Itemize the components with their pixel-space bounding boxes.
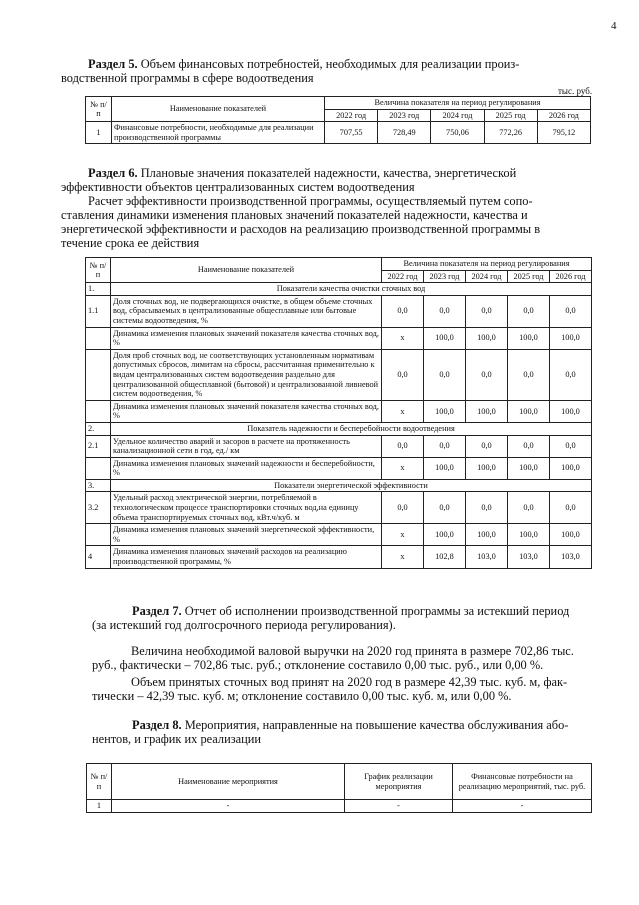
unit-label: тыс. руб. xyxy=(558,86,593,96)
value-cell: 0,0 xyxy=(550,435,592,457)
financial-cell: - xyxy=(453,800,592,813)
header-financial: Финансовые потребности на реализацию мероприятий, тыс. руб. xyxy=(453,764,592,800)
value-cell: 100,0 xyxy=(466,327,508,349)
measure-cell: - xyxy=(112,800,345,813)
measures-table xyxy=(86,763,592,813)
year-cell: 2024 год xyxy=(431,109,484,122)
value-cell: 100,0 xyxy=(508,327,550,349)
value-cell: 103,0 xyxy=(550,546,592,568)
value-cell: 100,0 xyxy=(424,524,466,546)
value-cell: 100,0 xyxy=(424,327,466,349)
section-8-title-line2: нентов, и график их реализации xyxy=(92,732,262,746)
value-cell: 0,0 xyxy=(508,435,550,457)
row-name: Динамика изменения плановых значений энергетической эффективности, % xyxy=(111,524,382,546)
row-name: Динамика изменения плановых значений показателя качества сточных вод, % xyxy=(111,400,382,422)
value-cell: 0,0 xyxy=(382,492,424,524)
header-num: № п/п xyxy=(86,258,111,283)
section-num: 3. xyxy=(86,479,111,492)
value-cell: 0,0 xyxy=(550,492,592,524)
value-cell: 100,0 xyxy=(508,457,550,479)
row-num xyxy=(86,524,111,546)
section-6-paragraph-line1: Расчет эффективности производственной программы, осуществляемый путем сопо- xyxy=(88,194,533,208)
value-cell: 100,0 xyxy=(550,457,592,479)
value-cell: 100,0 xyxy=(550,327,592,349)
volume-line1: Объем принятых сточных вод принят на 2020 год в размере 42,39 тыс. куб. м, фак- xyxy=(131,675,568,689)
value-cell: х xyxy=(382,546,424,568)
section-8-label: Раздел 8. xyxy=(132,718,182,732)
value-cell: 0,0 xyxy=(508,349,550,400)
financial-needs-table xyxy=(85,96,591,144)
value-cell: х xyxy=(382,524,424,546)
year-cell: 2026 год xyxy=(550,270,592,283)
year-cell: 2025 год xyxy=(484,109,537,122)
section-6-title-line1: Плановые значения показателей надежности, качества, энергетической xyxy=(137,166,517,180)
value-cell: 728,49 xyxy=(378,122,431,144)
row-name: Финансовые потребности, необходимые для реализации производственной программы xyxy=(112,122,325,144)
section-6-label: Раздел 6. xyxy=(88,166,138,180)
year-cell: 2023 год xyxy=(424,270,466,283)
section-6-paragraph-line3: энергетической эффективности и расходов на реализацию производственной программы в xyxy=(61,222,541,236)
indicators-table xyxy=(85,257,592,569)
value-cell: 103,0 xyxy=(466,546,508,568)
row-num: 1.1 xyxy=(86,295,111,327)
value-cell: 0,0 xyxy=(424,492,466,524)
header-num: № п/п xyxy=(87,764,112,800)
row-num: 2.1 xyxy=(86,435,111,457)
row-name: Доля проб сточных вод, не соответствующих установленным нормативам допустимых сбросов, лимитам на сбросы, рассчитанная применительно к видам централизованных систем водоотведения раздельно для централизованной общесплавной (бытовой) и централизованной ливневой систем водоотведения, % xyxy=(111,349,382,400)
section-7-label: Раздел 7. xyxy=(132,604,182,618)
header-name: Наименование показателей xyxy=(111,258,382,283)
row-num xyxy=(86,349,111,400)
row-name: Удельное количество аварий и засоров в расчете на протяженность канализационной сети в год, ед./ км xyxy=(111,435,382,457)
value-cell: 0,0 xyxy=(382,349,424,400)
header-name: Наименование показателей xyxy=(112,97,325,122)
section-8-title-line1: Мероприятия, направленные на повышение качества обслуживания або- xyxy=(181,718,569,732)
value-cell: 0,0 xyxy=(382,295,424,327)
section-num: 2. xyxy=(86,422,111,435)
year-cell: 2025 год xyxy=(508,270,550,283)
page-number: 4 xyxy=(611,20,617,32)
value-cell: 100,0 xyxy=(550,400,592,422)
value-cell: 0,0 xyxy=(466,492,508,524)
value-cell: 0,0 xyxy=(508,492,550,524)
row-name: Динамика изменения плановых значений надежности и бесперебойности, % xyxy=(111,457,382,479)
section-6-paragraph-line4: течение срока ее действия xyxy=(61,236,200,250)
value-cell: 100,0 xyxy=(550,524,592,546)
year-cell: 2024 год xyxy=(466,270,508,283)
value-cell: 0,0 xyxy=(424,295,466,327)
section-title: Показатели энергетической эффективности xyxy=(111,479,592,492)
value-cell: 0,0 xyxy=(424,435,466,457)
year-cell: 2022 год xyxy=(325,109,378,122)
value-cell: 100,0 xyxy=(424,457,466,479)
section-title: Показатель надежности и бесперебойности водоотведения xyxy=(111,422,592,435)
value-cell: 100,0 xyxy=(424,400,466,422)
section-7-heading xyxy=(132,604,569,619)
section-5-title-line1: Объем финансовых потребностей, необходимых для реализации произ- xyxy=(137,57,520,71)
row-num: 1 xyxy=(87,800,112,813)
section-7-title-line2: (за истекший год долгосрочного периода регулирования). xyxy=(92,618,396,632)
value-cell: 0,0 xyxy=(466,295,508,327)
header-period: Величина показателя на период регулирования xyxy=(325,97,591,110)
row-num xyxy=(86,457,111,479)
value-cell: 100,0 xyxy=(508,524,550,546)
header-num: № п/п xyxy=(86,97,112,122)
value-cell: 100,0 xyxy=(466,524,508,546)
value-cell: 0,0 xyxy=(550,295,592,327)
section-8-heading xyxy=(132,718,568,733)
row-name: Удельный расход электрической энергии, потребляемой в технологическом процессе транспортировки сточных вод,на единицу объема транспортируемых сточных вод, кВт.ч/куб. м xyxy=(111,492,382,524)
value-cell: 100,0 xyxy=(508,400,550,422)
row-name: Динамика изменения плановых значений показателя качества сточных вод, % xyxy=(111,327,382,349)
section-6-heading xyxy=(88,166,516,181)
section-6-paragraph-line2: ставления динамики изменения плановых значений показателей надежности, качества и xyxy=(61,208,528,222)
value-cell: 0,0 xyxy=(466,349,508,400)
value-cell: 0,0 xyxy=(466,435,508,457)
section-5-label: Раздел 5. xyxy=(88,57,138,71)
value-cell: х xyxy=(382,327,424,349)
row-num: 4 xyxy=(86,546,111,568)
value-cell: х xyxy=(382,457,424,479)
value-cell: 100,0 xyxy=(466,400,508,422)
header-schedule: График реализации мероприятия xyxy=(345,764,453,800)
row-name: Доля сточных вод, не подвергающихся очистке, в общем объеме сточных вод, сбрасываемых в централизованные общесплавные или бытовые системы водоотведения, % xyxy=(111,295,382,327)
header-period: Величина показателя на период регулирования xyxy=(382,258,592,271)
value-cell: х xyxy=(382,400,424,422)
value-cell: 772,26 xyxy=(484,122,537,144)
year-cell: 2022 год xyxy=(382,270,424,283)
value-cell: 0,0 xyxy=(550,349,592,400)
value-cell: 103,0 xyxy=(508,546,550,568)
section-5-heading xyxy=(88,57,519,72)
section-5-title-line2: водственной программы в сфере водоотведения xyxy=(61,71,314,85)
value-cell: 100,0 xyxy=(466,457,508,479)
value-cell: 795,12 xyxy=(537,122,590,144)
schedule-cell: - xyxy=(345,800,453,813)
row-name: Динамика изменения плановых значений расходов на реализацию производственной программы, % xyxy=(111,546,382,568)
value-cell: 102,8 xyxy=(424,546,466,568)
revenue-line2: руб., фактически – 702,86 тыс. руб.; отклонение составило 0,00 тыс. руб., или 0,00 %. xyxy=(92,658,544,672)
row-num: 3.2 xyxy=(86,492,111,524)
section-title: Показатели качества очистки сточных вод xyxy=(111,283,592,296)
section-7-title-line1: Отчет об исполнении производственной программы за истекший период xyxy=(181,604,570,618)
row-num: 1 xyxy=(86,122,112,144)
value-cell: 707,55 xyxy=(325,122,378,144)
value-cell: 0,0 xyxy=(424,349,466,400)
year-cell: 2023 год xyxy=(378,109,431,122)
value-cell: 0,0 xyxy=(508,295,550,327)
header-measure: Наименование мероприятия xyxy=(112,764,345,800)
section-num: 1. xyxy=(86,283,111,296)
row-num xyxy=(86,327,111,349)
row-num xyxy=(86,400,111,422)
section-6-title-line2: эффективности объектов централизованных систем водоотведения xyxy=(61,180,415,194)
value-cell: 750,06 xyxy=(431,122,484,144)
value-cell: 0,0 xyxy=(382,435,424,457)
volume-line2: тически – 42,39 тыс. куб. м; отклонение составило 0,00 тыс. куб. м, или 0,00 %. xyxy=(92,689,512,703)
year-cell: 2026 год xyxy=(537,109,590,122)
revenue-line1: Величина необходимой валовой выручки на 2020 год принята в размере 702,86 тыс. xyxy=(131,644,574,658)
